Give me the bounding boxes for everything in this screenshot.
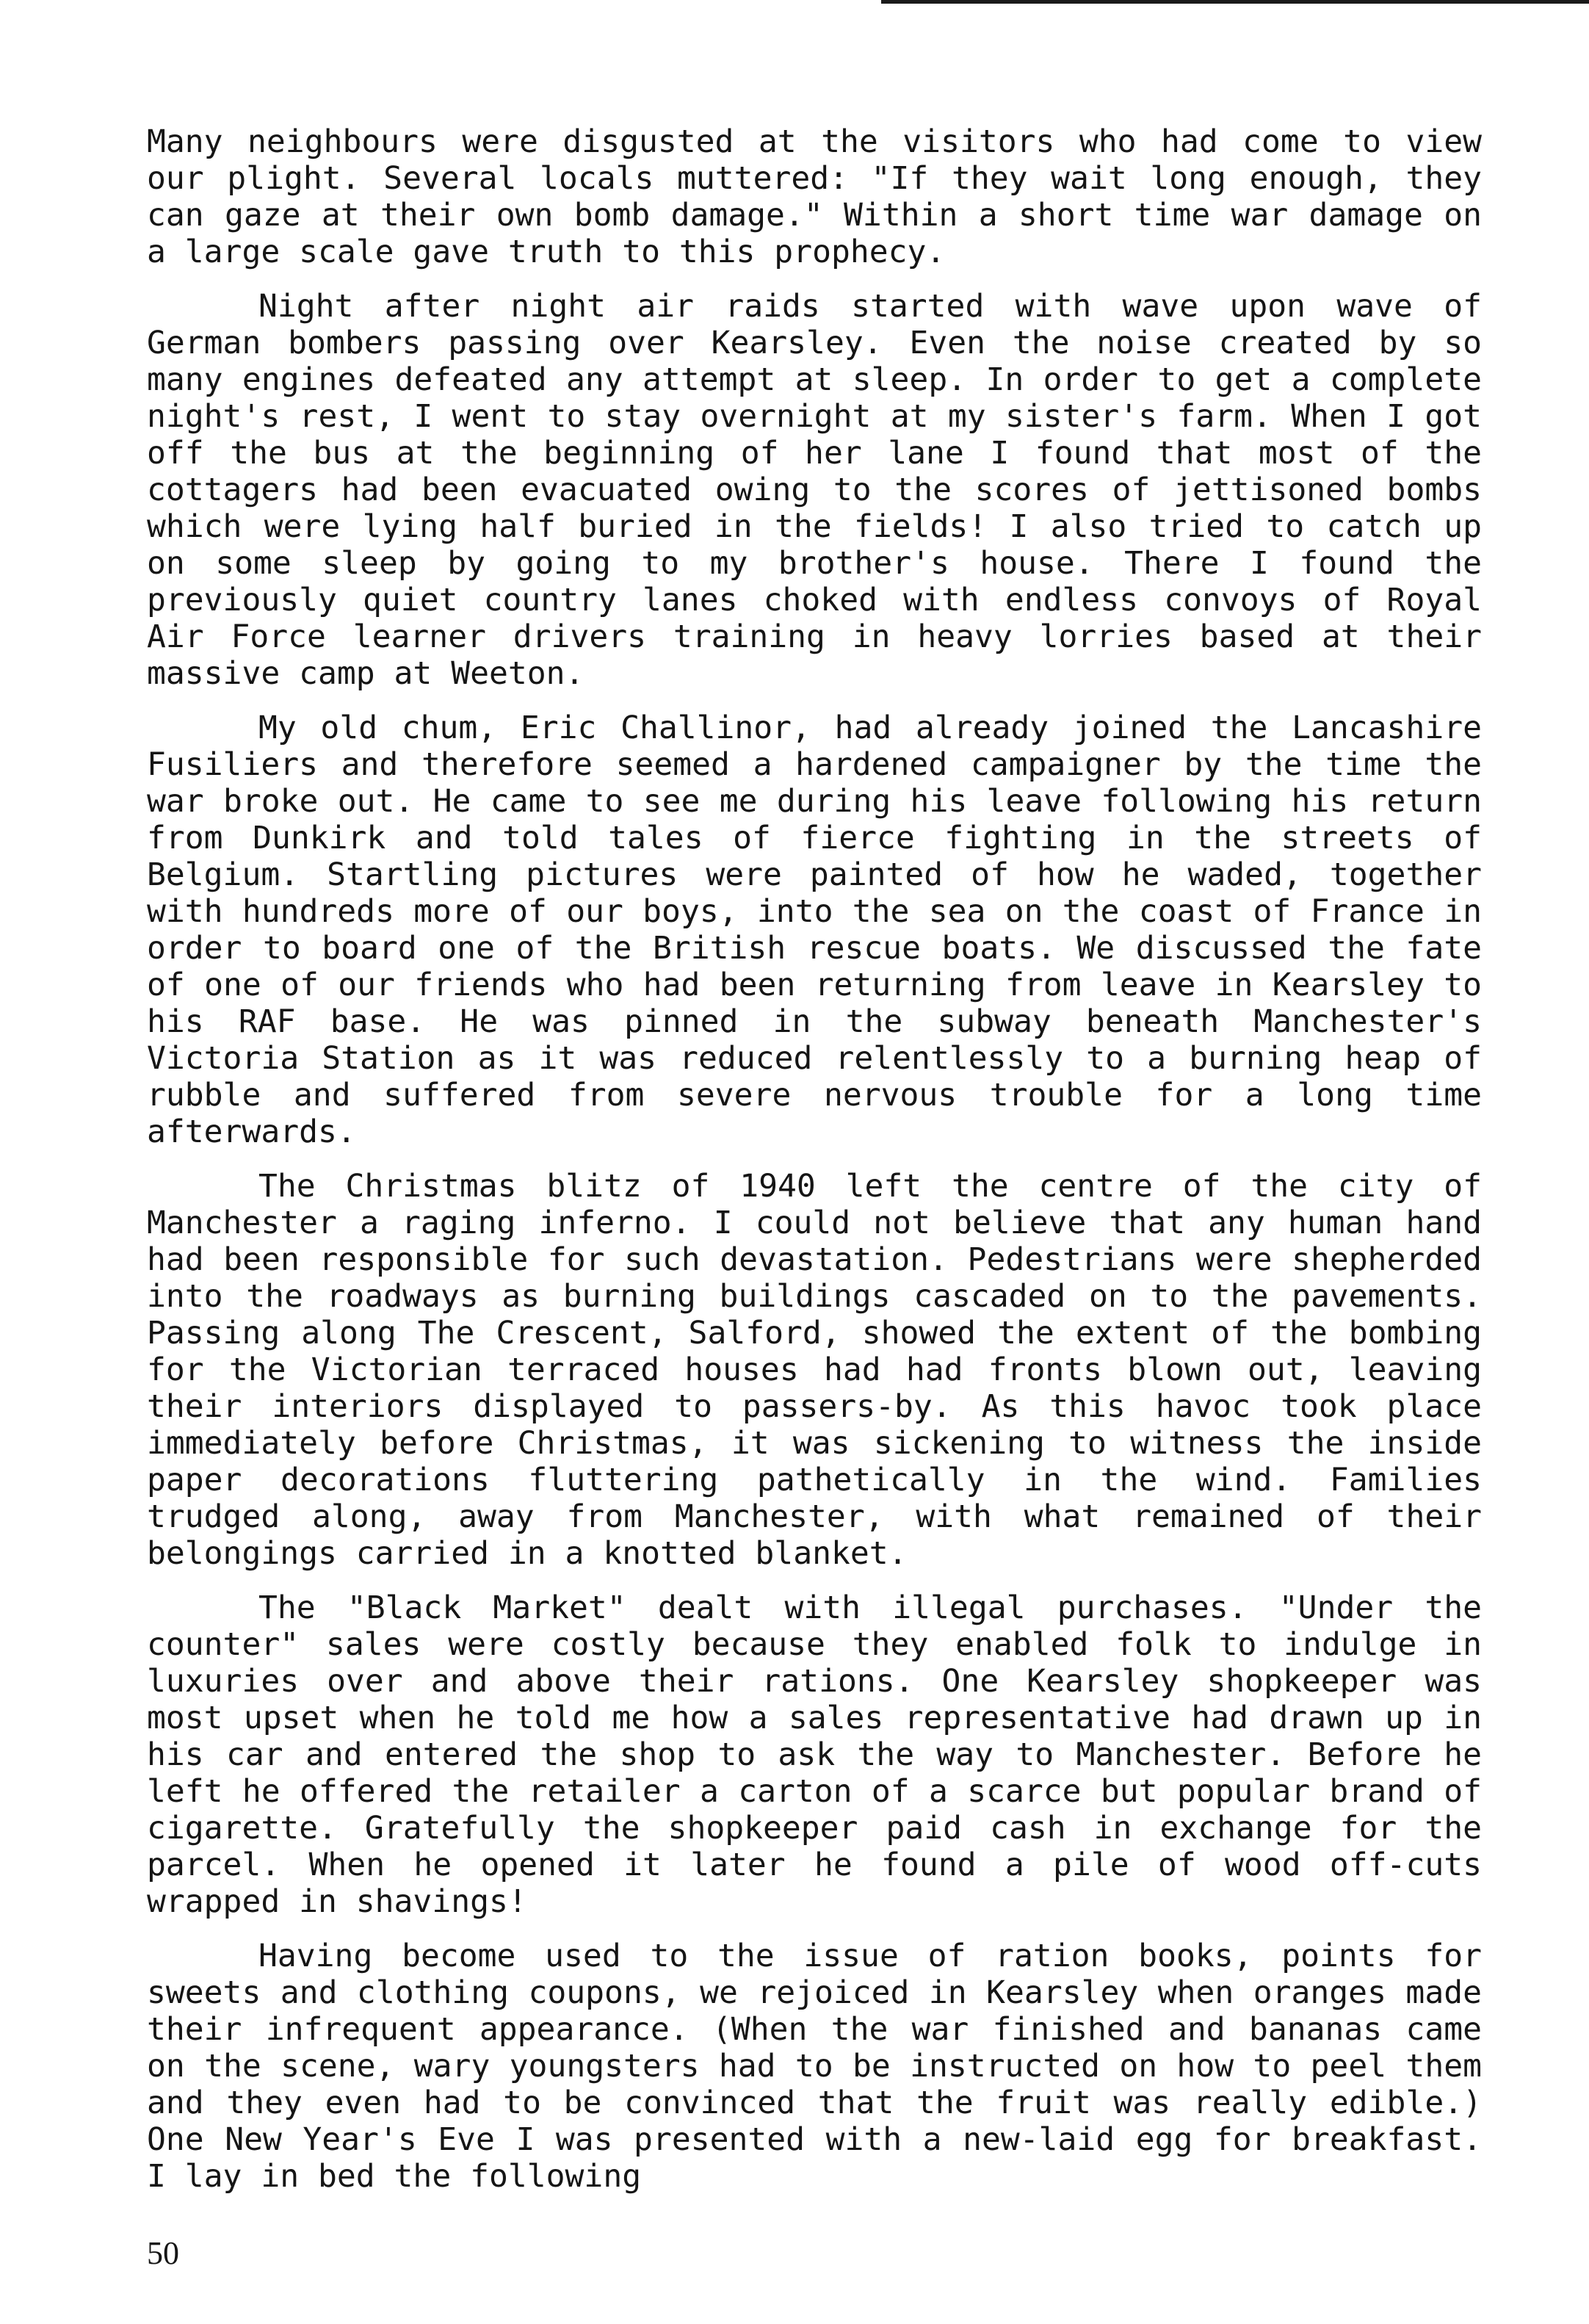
page-body [147, 123, 1482, 2212]
paragraph-eric-challinor: My old chum, Eric Challinor, had already joined the Lancashire Fusiliers and therefore seemed a hardened campaigner by the time the war broke out. He came to see me during his leave following his return from Dunkirk and told tales of fierce fighting in the streets of Belgium. Startling pictures were painted of how he waded, together with hundreds more of our boys, into the sea on the coast of France in order to board one of the British rescue boats. We discussed the fate of one of our friends who had been returning from leave in Kearsley to his RAF base. He was pinned in the subway beneath Manchester's Victoria Station as it was reduced relentlessly to a burning heap of rubble and suffered from severe nervous trouble for a long time afterwards. [147, 710, 1482, 1150]
paragraph-black-market: The "Black Market" dealt with illegal purchases. "Under the counter" sales were costly because they enabled folk to indulge in luxuries over and above their rations. One Kearsley shopkeeper was most upset when he told me how a sales representative had drawn up in his car and entered the shop to ask the way to Manchester. Before he left he offered the retailer a carton of a scarce but popular brand of cigarette. Gratefully the shopkeeper paid cash in exchange for the parcel. When he opened it later he found a pile of wood off-cuts wrapped in shavings! [147, 1589, 1482, 1920]
page-number: 50 [147, 2235, 179, 2271]
paragraph-rationing: Having become used to the issue of ration books, points for sweets and clothing coupons, we rejoiced in Kearsley when oranges made their infrequent appearance. (When the war finished and bananas came on the scene, wary youngsters had to be instructed on how to peel them and they even had to be convinced that the fruit was really edible.) One New Year's Eve I was presented with a new-laid egg for breakfast. I lay in bed the following [147, 1938, 1482, 2195]
paragraph-air-raids: Night after night air raids started with wave upon wave of German bombers passing over Kearsley. Even the noise created by so many engines defeated any attempt at sleep. In order to get a complete night's rest, I went to stay overnight at my sister's farm. When I got off the bus at the beginning of her lane I found that most of the cottagers had been evacuated owing to the scores of jettisoned bombs which were lying half buried in the fields! I also tried to catch up on some sleep by going to my brother's house. There I found the previously quiet country lanes choked with endless convoys of Royal Air Force learner drivers training in heavy lorries based at their massive camp at Weeton. [147, 288, 1482, 692]
paragraph-christmas-blitz: The Christmas blitz of 1940 left the centre of the city of Manchester a raging inferno. I could not believe that any human hand had been responsible for such devastation. Pedestrians were shepherded into the roadways as burning buildings cascaded on to the pavements. Passing along The Crescent, Salford, showed the extent of the bombing for the Victorian terraced houses had had fronts blown out, leaving their interiors displayed to passers-by. As this havoc took place immediately before Christmas, it was sickening to witness the inside paper decorations fluttering pathetically in the wind. Families trudged along, away from Manchester, with what remained of their belongings carried in a knotted blanket. [147, 1168, 1482, 1572]
top-border-rule [881, 0, 1589, 4]
paragraph-visitors: Many neighbours were disgusted at the visitors who had come to view our plight. Several locals muttered: "If they wait long enough, they can gaze at their own bomb damage." Within a short time war damage on a large scale gave truth to this prophecy. [147, 123, 1482, 270]
